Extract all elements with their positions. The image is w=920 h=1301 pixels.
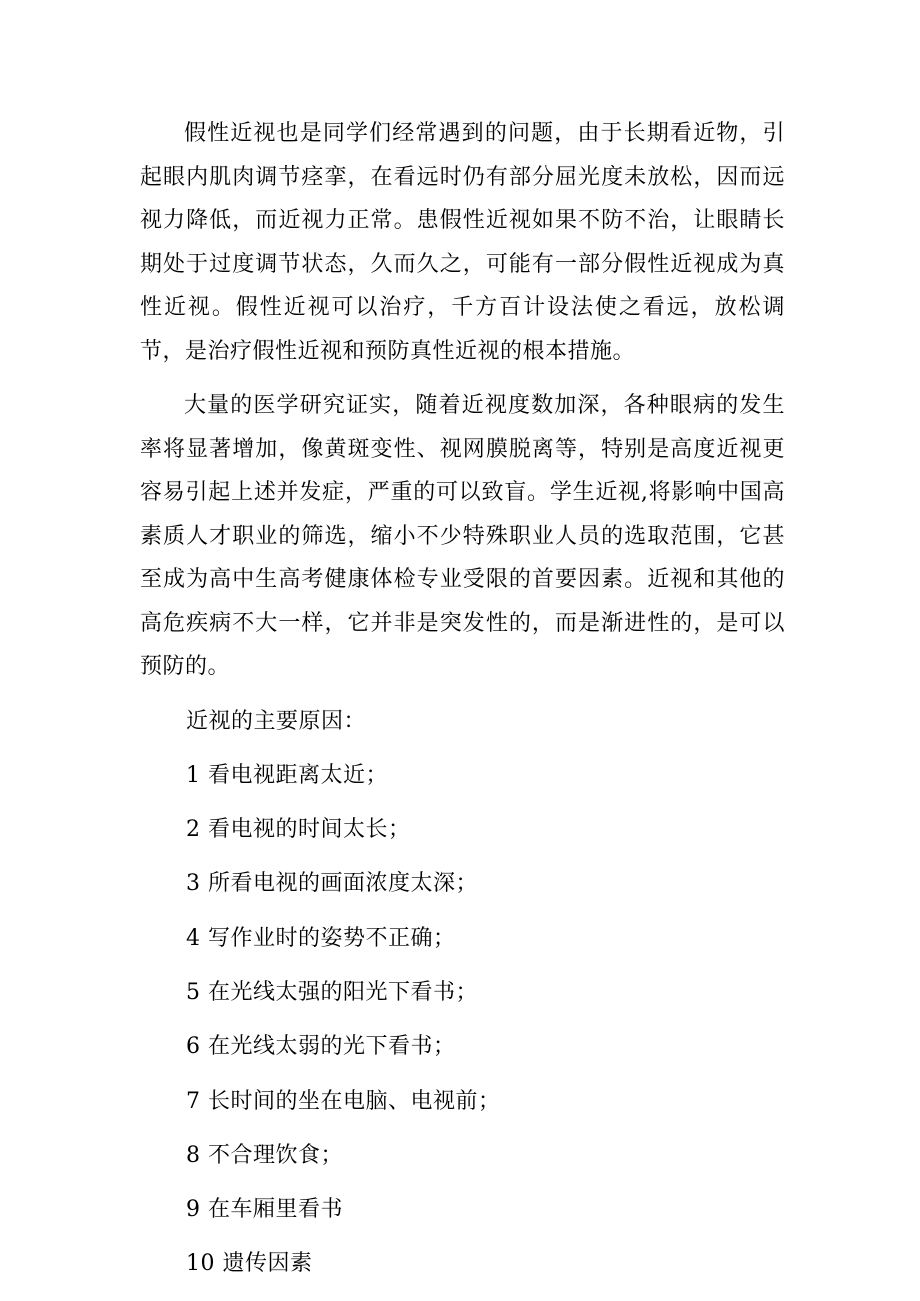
list-item: 3 所看电视的画面浓度太深；: [186, 871, 478, 897]
paragraph-medical-research: 大量的医学研究证实，随着近视度数加深，各种眼病的发生率将显著增加，像黄斑变性、视网膜脱离等，特别是高度近视更容易引起上述并发症，严重的可以致盲。学生近视,将影响中国高素质人才职业的筛选，缩小不少特殊职业人员的选取范围，它甚至成为高中生高考健康体检专业受限的首要因素。近视和其他的高危疾病不大一样，它并非是突发性的，而是渐进性的，是可以预防的。: [140, 393, 785, 679]
causes-list: [140, 754, 785, 1286]
list-item: 8 不合理饮食；: [186, 1142, 343, 1168]
list-item: 7 长时间的坐在电脑、电视前；: [186, 1088, 501, 1114]
list-item: 6 在光线太弱的光下看书；: [186, 1034, 456, 1060]
causes-heading: 近视的主要原因：: [186, 708, 367, 734]
document-page: [140, 112, 785, 1297]
list-item: 4 写作业时的姿势不正确；: [186, 925, 456, 951]
list-item: 2 看电视的时间太长；: [186, 817, 411, 843]
paragraph-pseudo-myopia: 假性近视也是同学们经常遇到的问题，由于长期看近物，引起眼内肌肉调节痉挛，在看远时仍有部分屈光度未放松，因而远视力降低，而近视力正常。患假性近视如果不防不治，让眼睛长期处于过度调节状态，久而久之，可能有一部分假性近视成为真性近视。假性近视可以治疗，千方百计设法使之看远，放松调节，是治疗假性近视和预防真性近视的根本措施。: [140, 121, 785, 364]
list-item: 10 遗传因素: [186, 1251, 313, 1277]
list-item: 1 看电视距离太近；: [186, 762, 388, 788]
list-item: 5 在光线太强的阳光下看书；: [186, 979, 478, 1005]
list-item: 9 在车厢里看书: [186, 1197, 343, 1223]
